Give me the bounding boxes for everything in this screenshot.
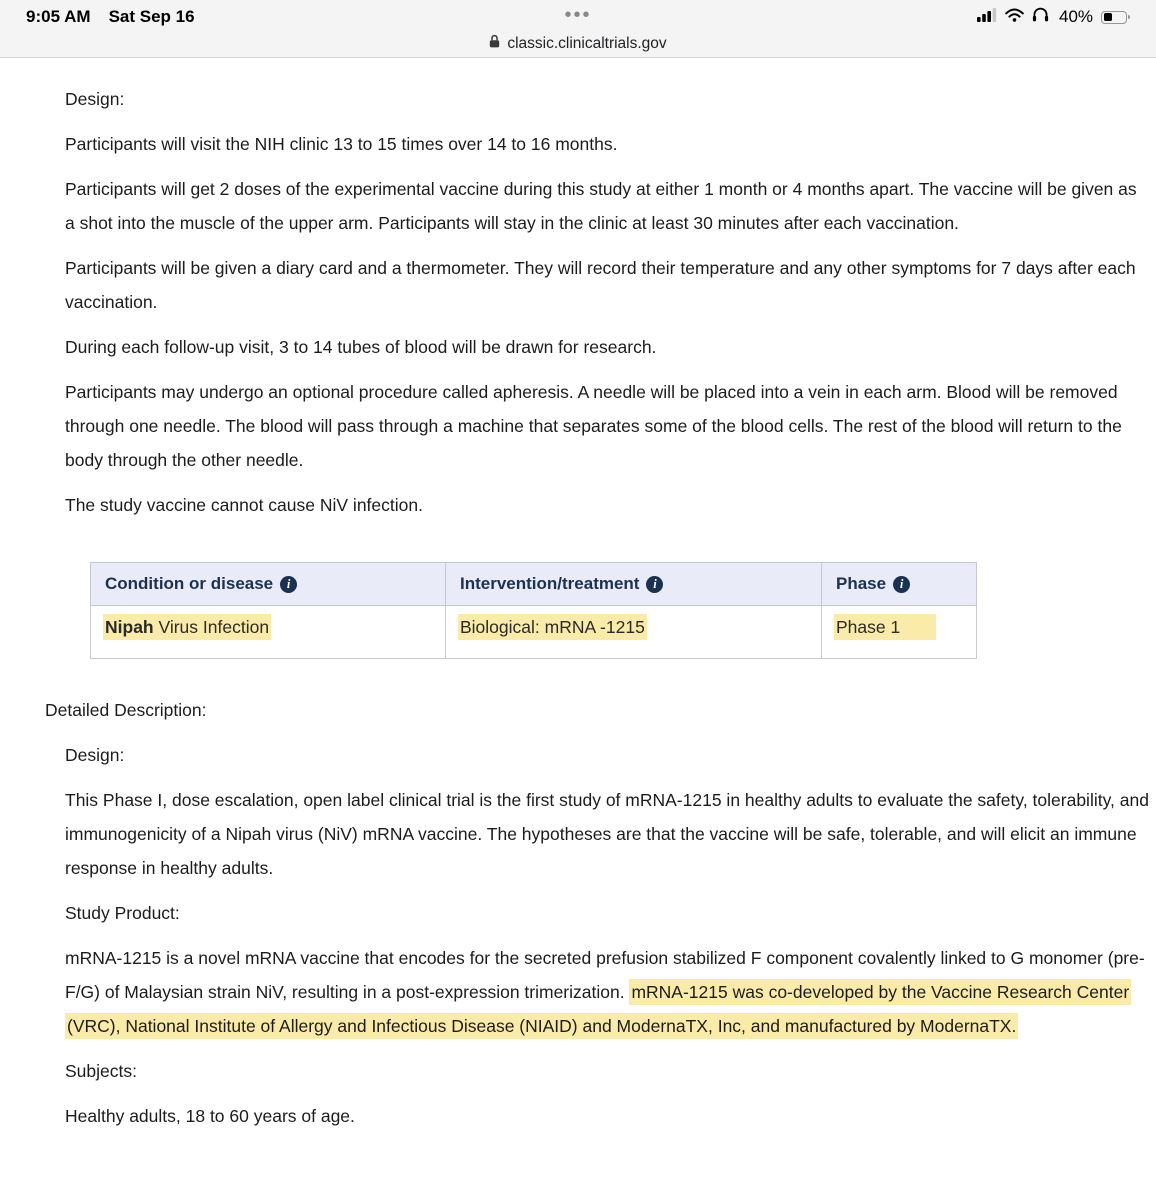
study-product-plain: mRNA-1215 is a novel mRNA vaccine that encodes for the secreted prefusion stabilized F component covalently linked to G monomer (pre-F/G) of Malaysian strain NiV, resulting in a post-expression trimerization. (65, 948, 1145, 1002)
detailed-description-section (45, 693, 1156, 1133)
headphones-icon (1032, 7, 1049, 27)
detailed-description-title: Detailed Description: (45, 700, 207, 720)
status-right (592, 7, 1131, 27)
url-domain: classic.clinicaltrials.gov (507, 34, 667, 52)
header-intervention (446, 563, 822, 606)
battery-percent: 40% (1058, 7, 1094, 26)
battery-icon (1101, 11, 1130, 24)
detail-design-text: This Phase I, dose escalation, open label clinical trial is the first study of mRNA-1215 in healthy adults to evaluate the safety, tolerability, and immunogenicity of a Nipah virus (NiV) mRNA vaccine. The hypotheses are that the vaccine will be safe, tolerable, and will elicit an immune response in healthy adults. (65, 790, 1149, 878)
condition-name-rest: Virus Infection (153, 617, 270, 637)
header-intervention-label: Intervention/treatment (460, 574, 640, 593)
study-product-text (65, 941, 1150, 1043)
summary-paragraph: Participants will be given a diary card and a thermometer. They will record their temperature and any other symptoms for 7 days after each vaccination. (65, 258, 1136, 312)
brief-summary-section (65, 82, 1150, 522)
info-icon[interactable]: i (280, 576, 297, 593)
cell-intervention (446, 606, 822, 659)
design-label: Design: (65, 89, 125, 109)
page-indicator-dots[interactable]: ••• (564, 4, 592, 26)
phase-value: Phase 1 (834, 614, 936, 640)
condition-name-bold: Nipah (105, 617, 154, 637)
summary-paragraph: Participants may undergo an optional procedure called apheresis. A needle will be placed into a vein in each arm. Blood will be removed through one needle. The blood will pass through a machine that separates some of the blood cells. The rest of the blood will return to the body through the other needle. (65, 382, 1122, 470)
info-icon[interactable]: i (646, 576, 663, 593)
clock: 9:05 AM (26, 7, 91, 26)
summary-paragraph: Participants will get 2 doses of the experimental vaccine during this study at either 1 month or 4 months apart. The vaccine will be given as a shot into the muscle of the upper arm. Participants will stay in the clinic at least 30 minutes after each vaccination. (65, 179, 1137, 233)
detail-design-label: Design: (65, 745, 125, 765)
summary-paragraph: The study vaccine cannot cause NiV infection. (65, 495, 423, 515)
subjects-label: Subjects: (65, 1061, 137, 1081)
study-product-highlighted: mRNA-1215 was co-developed by the Vaccine Research Center (VRC), National Institute of Allergy and Infectious Disease (NIAID) and ModernaTX, Inc, and manufactured by ModernaTX. (65, 979, 1131, 1039)
summary-paragraph: During each follow-up visit, 3 to 14 tubes of blood will be drawn for research. (65, 337, 657, 357)
table-row (91, 606, 977, 659)
condition-intervention-table (90, 562, 977, 659)
lock-icon (489, 34, 500, 53)
status-bar (0, 0, 1156, 58)
header-phase (822, 563, 977, 606)
page-content (0, 58, 1156, 1133)
subjects-text: Healthy adults, 18 to 60 years of age. (65, 1106, 355, 1126)
address-bar[interactable] (0, 34, 1156, 53)
study-product-label: Study Product: (65, 903, 180, 923)
table-header-row (91, 563, 977, 606)
summary-paragraph: Participants will visit the NIH clinic 13 to 15 times over 14 to 16 months. (65, 134, 618, 154)
cell-condition (91, 606, 446, 659)
info-icon[interactable]: i (893, 576, 910, 593)
header-condition-label: Condition or disease (105, 574, 274, 593)
intervention-value: Biological: mRNA -1215 (458, 614, 647, 640)
cellular-signal-icon (977, 8, 997, 27)
status-left (26, 7, 565, 27)
wifi-icon (1005, 8, 1024, 27)
header-phase-label: Phase (836, 574, 887, 593)
date: Sat Sep 16 (108, 7, 195, 26)
cell-phase (822, 606, 977, 659)
header-condition (91, 563, 446, 606)
